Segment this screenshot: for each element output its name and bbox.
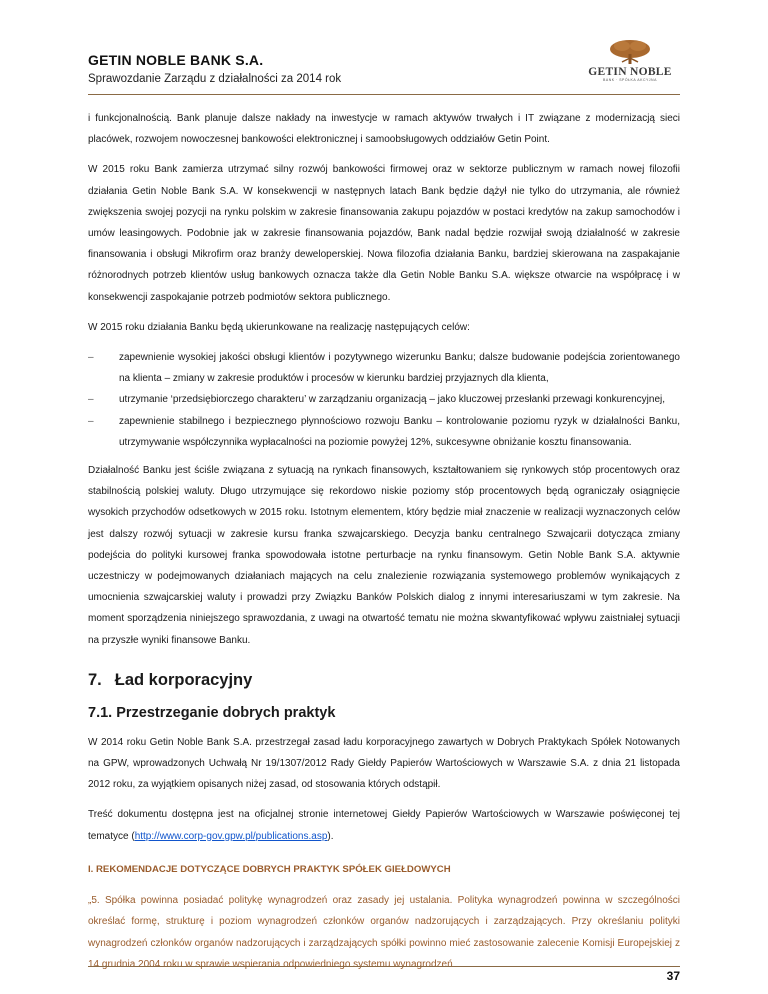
page-content <box>88 108 680 984</box>
dash-bullet: – <box>88 415 94 427</box>
list-item: – utrzymanie ‘przedsiębiorczego charakteru’ w zarządzaniu organizacją – jako kluczowej przesłanki przewagi konkurencyjnej, <box>88 389 680 410</box>
dash-bullet: – <box>88 394 94 406</box>
tree-logo-icon <box>608 38 652 68</box>
report-title: Sprawozdanie Zarządu z działalności za 2014 rok <box>88 73 342 85</box>
gpw-link[interactable]: http://www.corp-gov.gpw.pl/publications.asp <box>134 830 328 842</box>
footer-divider <box>88 966 680 967</box>
company-name: GETIN NOBLE BANK S.A. <box>88 52 264 68</box>
getin-noble-logo <box>574 38 686 92</box>
paragraph: W 2015 roku Bank zamierza utrzymać silny rozwój bankowości firmowej oraz w sektorze publicznym w ramach nowej filozofii działania Getin Noble Bank S.A. W konsekwencji w następnych latach Bank będzie dążył nie tylko do utrzymania, ale również zwiększenia swojej pozycji na rynku polskim w zakresie finansowania zakupu pojazdów w postaci kredytów na zakup samochodów i umów leasingowych. Podobnie jak w zakresie finansowania pojazdów, Bank nadal będzie rozwijał swoją działalność w zakresie finansowania i obsługi Mikrofirm oraz branży deweloperskiej. Nowa filozofia działania Banku, bardziej skierowana na zaspakajanie różnorodnych potrzeb klientów usług bankowych oznacza także dla Getin Noble Banku S.A. większe otwarcie na współpracę i w konsekwencji zaspokajanie potrzeb podmiotów sektora publicznego. <box>88 164 680 303</box>
dash-bullet: – <box>88 352 94 364</box>
paragraph: W 2014 roku Getin Noble Bank S.A. przestrzegał zasad ładu korporacyjnego zawartych w Dobrych Praktykach Spółek Notowanych na GPW, wprowadzonych Uchwałą Nr 19/1307/2012 Rady Giełdy Papierów Wartościowych w Warszawie S.A. z dnia 21 listopada 2012 roku, za wyjątkiem opisanych niżej zasad, od stosowania których odstąpił. <box>88 736 680 791</box>
logo-subtext: BANK · SPÓŁKA AKCYJNA <box>603 78 657 82</box>
list-item: – zapewnienie stabilnego i bezpiecznego płynnościowo rozwoju Banku – kontrolowanie poziomu ryzyk w działalności Banku, utrzymywanie współczynnika wypłacalności na poziomie powyżej 12%, sukcesywne obniżanie kosztu finansowania. <box>88 411 680 453</box>
section-heading: 7. Ład korporacyjny <box>88 670 253 689</box>
recommendations-heading: I. REKOMENDACJE DOTYCZĄCE DOBRYCH PRAKTYK SPÓŁEK GIEŁDOWYCH <box>88 863 451 875</box>
logo-wordmark: GETIN NOBLE <box>588 66 672 78</box>
paragraph: Treść dokumentu dostępna jest na oficjalnej stronie internetowej Giełdy Papierów Wartościowych w Warszawie poświęconej tej tematyce (http://www.corp-gov.gpw.pl/publications.asp). <box>88 809 680 842</box>
subsection-heading: 7.1. Przestrzeganie dobrych praktyk <box>88 704 336 721</box>
paragraph: i funkcjonalnością. Bank planuje dalsze nakłady na inwestycje w ramach aktywów trwałych i IT związane z modernizacją sieci placówek, rozwojem nowoczesnej bankowości elektronicznej i samoobsługowych oddziałów Getin Point. <box>88 113 680 146</box>
page-number: 37 <box>666 969 680 983</box>
paragraph: W 2015 roku działania Banku będą ukierunkowane na realizację następujących celów: <box>88 321 470 333</box>
header-divider <box>88 94 680 95</box>
page-header <box>88 52 680 86</box>
paragraph: Działalność Banku jest ściśle związana z sytuacją na rynkach finansowych, kształtowaniem się rynkowych stóp procentowych oraz stabilnością polskiej waluty. Długo utrzymujące się rekordowo niskie poziomy stóp procentowych będą ograniczały osiągnięcie wysokich przychodów odsetkowych w 2015 roku. Istotnym elementem, który będzie miał znaczenie w realizacji wyznaczonych celów jest dalszy rozwój sytuacji w zakresie kursu franka szwajcarskiego. Decyzja banku centralnego Szwajcarii dotycząca zmiany podejścia do polityki kursowej franka spowodowała istotne perturbacje na rynku finansowym. Getin Noble Bank S.A. aktywnie uczestniczy w podejmowanych działaniach mających na celu znalezienie rozwiązania systemowego problemów wynikających z umocnienia szwajcarskiej waluty i prowadzi przy Związku Banków Polskich dialog z innymi interesariuszami w tym zakresie. Na moment sporządzenia niniejszego sprawozdania, z uwagi na otwartość tematu nie można skwantyfikować wpływu zaistniałej sytuacji na przyszłe wyniki finansowe Banku. <box>88 465 680 646</box>
recommendation-text: „5. Spółka powinna posiadać politykę wynagrodzeń oraz zasady jej ustalania. Polityka wynagrodzeń powinna w szczególności określać formę, strukturę i poziom wynagrodzeń członków organów nadzorujących i zarządzających. Przy określaniu polityki wynagrodzeń członków organów nadzorujących i zarządzających spółki powinno mieć zastosowanie zalecenie Komisji Europejskiej z 14 grudnia 2004 roku w sprawie wspierania odpowiedniego systemu wynagrodzeń <box>88 895 680 970</box>
goals-list <box>88 347 680 453</box>
list-item: – zapewnienie wysokiej jakości obsługi klientów i pozytywnego wizerunku Banku; dalsze budowanie podejścia zorientowanego na klienta – zmiany w zakresie produktów i procesów w kierunku bardziej przyjaznych dla klienta, <box>88 347 680 389</box>
